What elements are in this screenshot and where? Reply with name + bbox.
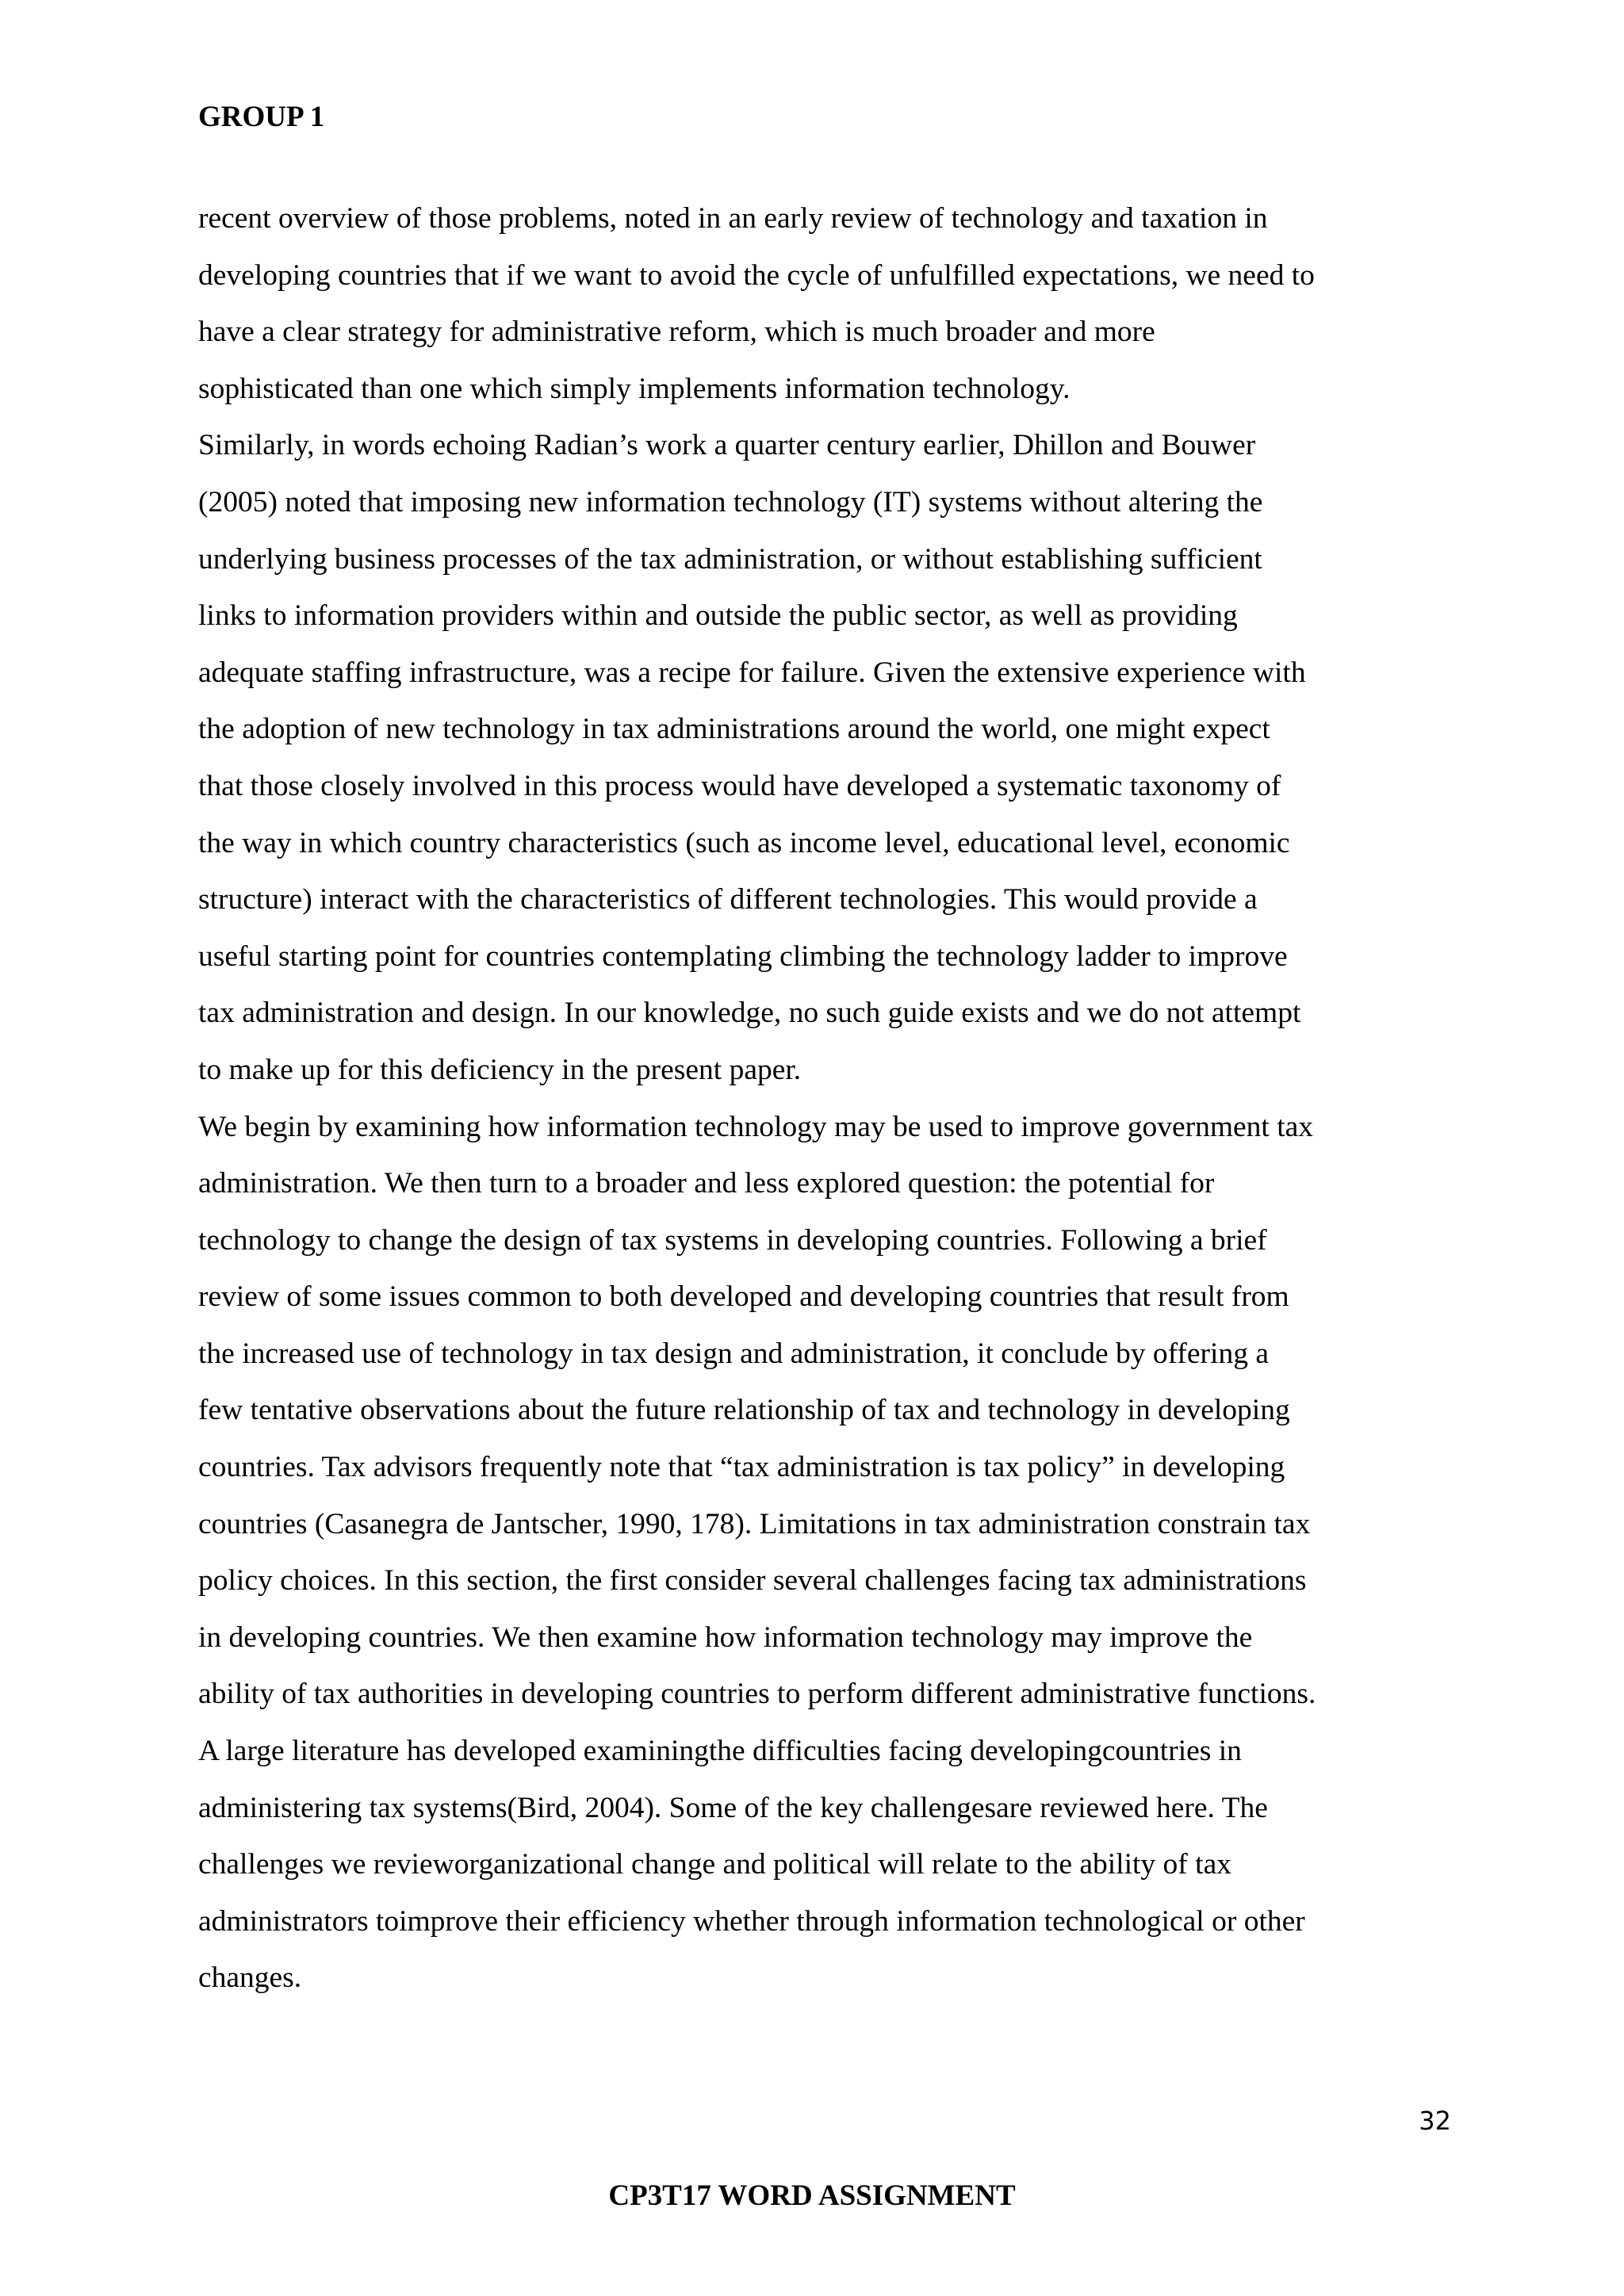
paragraph-2 — [198, 417, 1451, 1098]
text-line: review of some issues common to both developed and developing countries that result from — [198, 1280, 1289, 1314]
text-line: administration. We then turn to a broader and less explored question: the potential for — [198, 1167, 1215, 1200]
text-line: useful starting point for countries contemplating climbing the technology ladder to improve — [198, 939, 1288, 973]
text-line: have a clear strategy for administrative reform, which is much broader and more — [198, 316, 1155, 349]
text-line: Similarly, in words echoing Radian’s work a quarter century earlier, Dhillon and Bouwer — [198, 429, 1256, 462]
text-line: administering tax systems(Bird, 2004). Some of the key challengesare reviewed here. The — [198, 1791, 1268, 1824]
text-line: technology to change the design of tax systems in developing countries. Following a brief — [198, 1223, 1267, 1257]
page-number: 32 — [1419, 2106, 1451, 2136]
text-line: developing countries that if we want to avoid the cycle of unfulfilled expectations, we need to — [198, 258, 1315, 292]
text-line: recent overview of those problems, noted in an early review of technology and taxation in — [198, 202, 1268, 235]
text-line: countries (Casanegra de Jantscher, 1990, 178). Limitations in tax administration constrain tax — [198, 1507, 1311, 1540]
text-line: underlying business processes of the tax administration, or without establishing sufficient — [198, 542, 1262, 576]
footer-assignment-label: CP3T17 WORD ASSIGNMENT — [608, 2179, 1016, 2212]
text-line: that those closely involved in this process would have developed a systematic taxonomy of — [198, 769, 1281, 802]
text-line: the way in which country characteristics (such as income level, educational level, economic — [198, 826, 1290, 859]
text-line: countries. Tax advisors frequently note that “tax administration is tax policy” in developing — [198, 1451, 1285, 1484]
text-line: We begin by examining how information technology may be used to improve government tax — [198, 1110, 1314, 1143]
text-line: sophisticated than one which simply implements information technology. — [198, 372, 1071, 405]
text-line: the increased use of technology in tax design and administration, it conclude by offering a — [198, 1337, 1269, 1370]
text-line: the adoption of new technology in tax administrations around the world, one might expect — [198, 713, 1270, 746]
group-header: GROUP 1 — [198, 101, 325, 133]
text-line: A large literature has developed examiningthe difficulties facing developingcountries in — [198, 1735, 1242, 1768]
text-line: ability of tax authorities in developing countries to perform different administrative functions. — [198, 1678, 1316, 1711]
text-line: changes. — [198, 1961, 302, 1995]
paragraph-3 — [198, 1099, 1451, 2007]
text-line: challenges we revieworganizational change and political will relate to the ability of tax — [198, 1848, 1231, 1881]
text-line: to make up for this deficiency in the present paper. — [198, 1053, 802, 1086]
text-line: few tentative observations about the future relationship of tax and technology in developing — [198, 1394, 1290, 1427]
text-line: in developing countries. We then examine how information technology may improve the — [198, 1621, 1253, 1654]
text-line: tax administration and design. In our knowledge, no such guide exists and we do not attempt — [198, 997, 1301, 1030]
text-line: administrators toimprove their efficiency whether through information technological or other — [198, 1904, 1305, 1938]
text-line: structure) interact with the characteristics of different technologies. This would provide a — [198, 883, 1258, 916]
body-text — [198, 190, 1451, 2007]
text-line: adequate staffing infrastructure, was a recipe for failure. Given the extensive experience with — [198, 656, 1306, 689]
text-line: (2005) noted that imposing new information technology (IT) systems without altering the — [198, 485, 1263, 519]
text-line: links to information providers within and outside the public sector, as well as providing — [198, 599, 1238, 633]
text-line: policy choices. In this section, the first consider several challenges facing tax administrations — [198, 1564, 1307, 1598]
paragraph-1 — [198, 190, 1451, 417]
